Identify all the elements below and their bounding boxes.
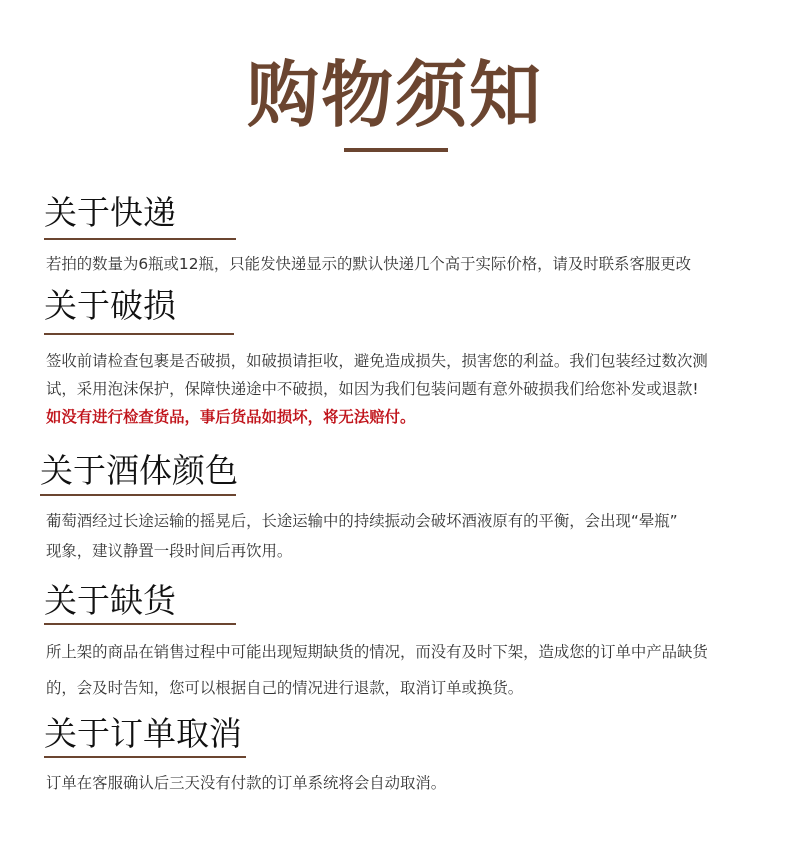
title-underline: [344, 148, 448, 152]
heading-underline: [40, 494, 236, 496]
body-line: 若拍的数量为6瓶或12瓶，只能发快递显示的默认快递几个高于实际价格，请及时联系客服更改: [46, 255, 692, 273]
body-line: 签收前请检查包裹是否破损，如破损请拒收，避免造成损失，损害您的利益。我们包装经过数次测: [46, 352, 708, 370]
warning-line: 如没有进行检查货品，事后货品如损坏，将无法赔付。: [46, 408, 416, 426]
section-heading: 关于破损: [44, 286, 176, 325]
section-heading: 关于酒体颜色: [40, 451, 238, 490]
body-line: 试，采用泡沫保护，保障快递途中不破损，如因为我们包装问题有意外破损我们给您补发或退款!: [46, 380, 699, 398]
section-body: [46, 634, 781, 706]
body-line: 所上架的商品在销售过程中可能出现短期缺货的情况，而没有及时下架，造成您的订单中产品缺货: [46, 643, 708, 661]
heading-underline: [44, 238, 236, 240]
section-heading: 关于订单取消: [44, 714, 242, 753]
section-body: [46, 347, 781, 431]
section-heading: 关于快递: [44, 193, 176, 232]
body-line: 订单在客服确认后三天没有付款的订单系统将会自动取消。: [46, 774, 447, 792]
section-body: [46, 770, 781, 796]
body-line: 现象，建议静置一段时间后再饮用。: [46, 542, 293, 560]
heading-underline: [44, 333, 234, 335]
body-line: 的，会及时告知，您可以根据自己的情况进行退款，取消订单或换货。: [46, 679, 524, 697]
section-body: [46, 253, 781, 275]
page-title: 购物须知: [246, 52, 543, 137]
section-heading: 关于缺货: [44, 581, 176, 620]
section-body: [46, 506, 781, 566]
heading-underline: [44, 623, 236, 625]
heading-underline: [44, 756, 246, 758]
body-line: 葡萄酒经过长途运输的摇晃后，长途运输中的持续振动会破坏酒液原有的平衡，会出现“晕瓶”: [46, 512, 678, 530]
